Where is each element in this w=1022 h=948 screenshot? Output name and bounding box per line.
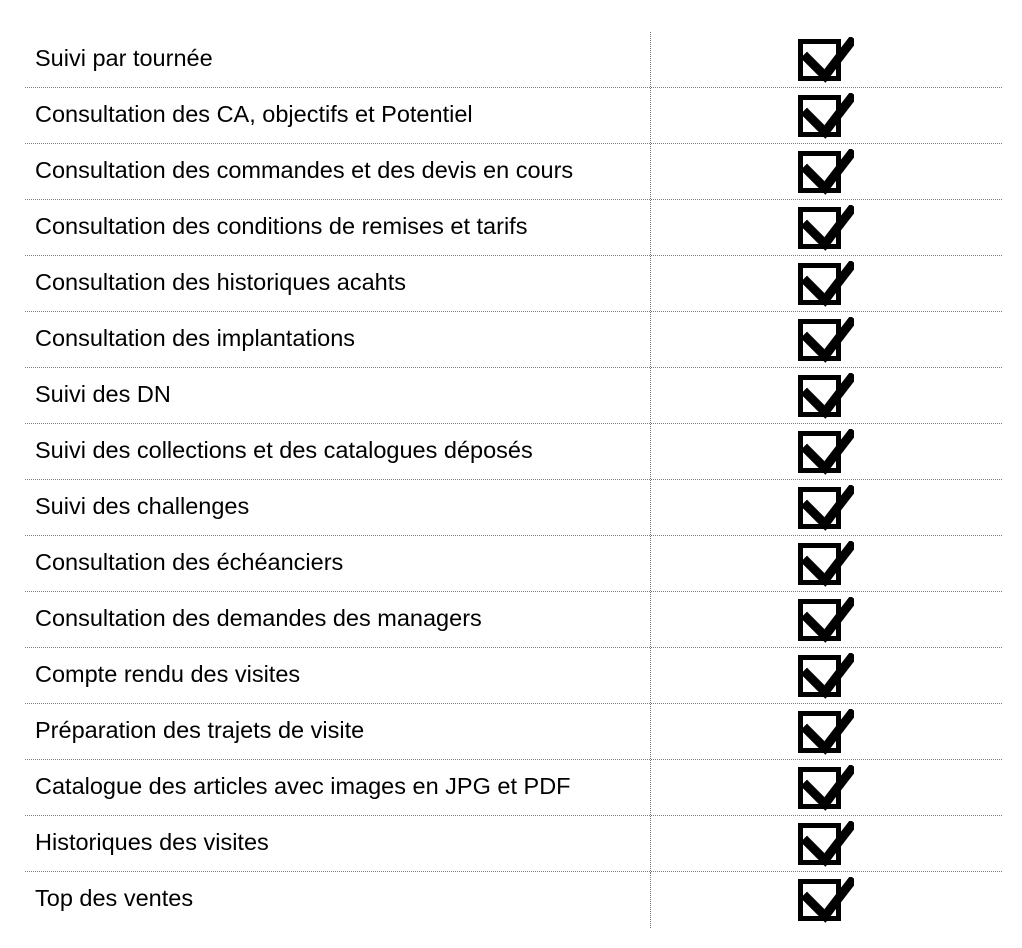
feature-label: Suivi par tournée	[25, 32, 651, 87]
checked-checkbox-icon	[651, 424, 1002, 479]
feature-row	[25, 648, 1002, 704]
feature-row	[25, 144, 1002, 200]
feature-label: Consultation des demandes des managers	[25, 592, 651, 647]
feature-label: Historiques des visites	[25, 816, 651, 871]
feature-label: Consultation des échéanciers	[25, 536, 651, 591]
feature-label: Suivi des challenges	[25, 480, 651, 535]
checked-checkbox-icon	[651, 32, 1002, 87]
checked-checkbox-icon	[651, 536, 1002, 591]
feature-row	[25, 480, 1002, 536]
checked-checkbox-icon	[651, 760, 1002, 815]
feature-label: Suivi des DN	[25, 368, 651, 423]
feature-row	[25, 872, 1002, 928]
feature-label: Catalogue des articles avec images en JPG et PDF	[25, 760, 651, 815]
checked-checkbox-icon	[651, 592, 1002, 647]
feature-label: Consultation des CA, objectifs et Potentiel	[25, 88, 651, 143]
feature-row	[25, 704, 1002, 760]
checked-checkbox-icon	[651, 144, 1002, 199]
feature-label: Consultation des implantations	[25, 312, 651, 367]
feature-label: Suivi des collections et des catalogues déposés	[25, 424, 651, 479]
checked-checkbox-icon	[651, 816, 1002, 871]
feature-label: Top des ventes	[25, 872, 651, 928]
checked-checkbox-icon	[651, 312, 1002, 367]
feature-row	[25, 200, 1002, 256]
feature-label: Consultation des historiques acahts	[25, 256, 651, 311]
feature-row	[25, 592, 1002, 648]
feature-row	[25, 816, 1002, 872]
checked-checkbox-icon	[651, 648, 1002, 703]
checked-checkbox-icon	[651, 200, 1002, 255]
feature-row	[25, 88, 1002, 144]
feature-row	[25, 424, 1002, 480]
checked-checkbox-icon	[651, 88, 1002, 143]
feature-row	[25, 368, 1002, 424]
checked-checkbox-icon	[651, 368, 1002, 423]
feature-row	[25, 536, 1002, 592]
feature-label: Consultation des conditions de remises et tarifs	[25, 200, 651, 255]
feature-row	[25, 256, 1002, 312]
feature-label: Compte rendu des visites	[25, 648, 651, 703]
checked-checkbox-icon	[651, 480, 1002, 535]
feature-label: Préparation des trajets de visite	[25, 704, 651, 759]
checked-checkbox-icon	[651, 872, 1002, 928]
feature-row	[25, 760, 1002, 816]
feature-row	[25, 32, 1002, 88]
checked-checkbox-icon	[651, 256, 1002, 311]
feature-table	[25, 32, 1002, 928]
feature-row	[25, 312, 1002, 368]
feature-label: Consultation des commandes et des devis en cours	[25, 144, 651, 199]
checked-checkbox-icon	[651, 704, 1002, 759]
